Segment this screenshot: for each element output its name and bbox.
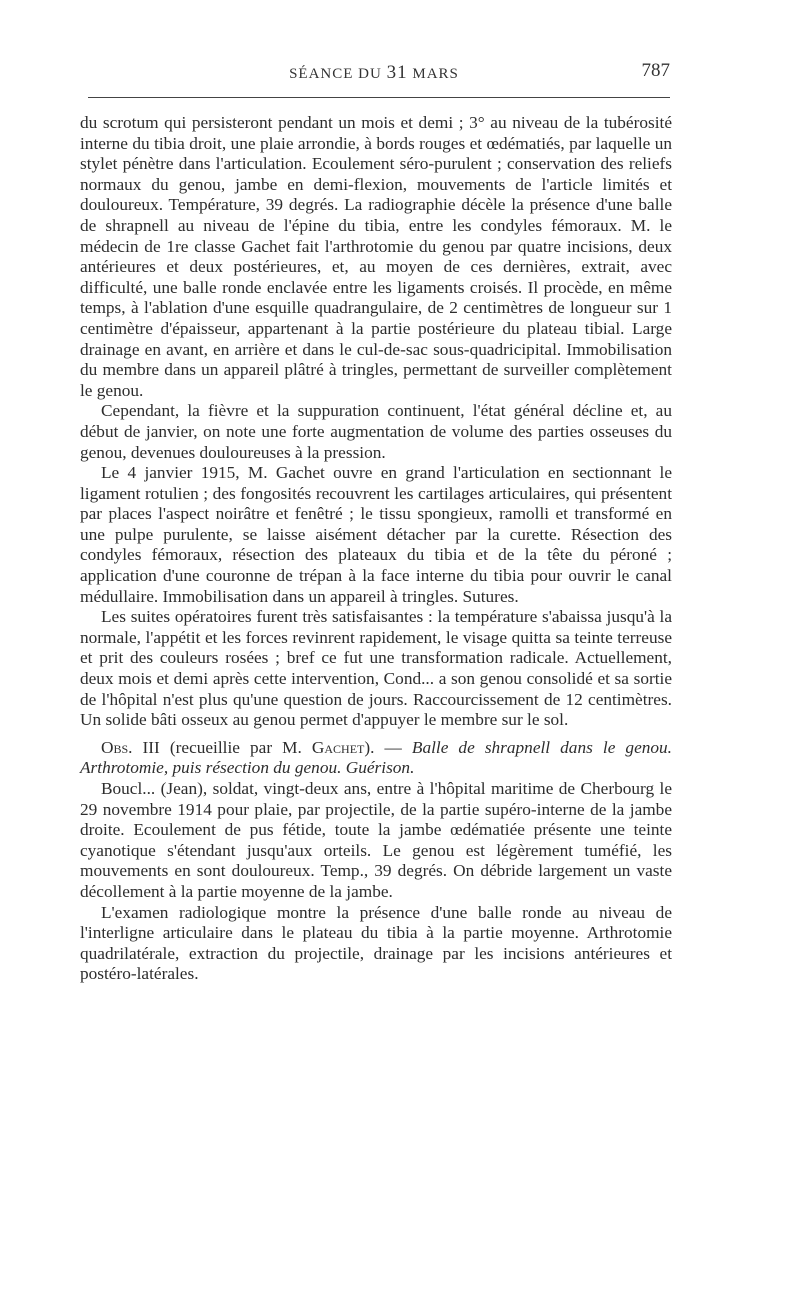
paragraph-radiology: L'examen radiologique montre la présence d'une balle ronde au niveau de l'interligne articulaire dans le plateau du tibia à la partie moyenne. Arthrotomie quadrilatérale, extraction du projectile, drainage par les incisions antérieures et postéro-latérales. bbox=[80, 902, 672, 984]
body-text bbox=[80, 113, 672, 985]
running-head bbox=[78, 58, 670, 88]
observation-author: Gachet bbox=[311, 737, 365, 757]
header-rule bbox=[88, 97, 670, 98]
page-number: 787 bbox=[641, 60, 670, 81]
observation-paren-open: (recueillie par M. bbox=[159, 737, 312, 757]
running-title-part1: SÉANCE DU bbox=[289, 66, 387, 82]
observation-heading bbox=[80, 738, 672, 779]
observation-label: Obs. III bbox=[101, 737, 160, 757]
paragraph-case-intro: Boucl... (Jean), soldat, vingt-deux ans, entre à l'hôpital maritime de Cherbourg le 29 novembre 1914 pour plaie, par projectile, de la partie supéro-interne de la jambe droite. Ecoulement de pus fétide, toute la jambe œdématiée présente une teinte cyanotique s'étendant jusqu'aux orteils. Le genou est légèrement tuméfié, les mouvements en sont douloureux. Temp., 39 degrés. On débride largement un vaste décollement à la partie moyenne de la jambe. bbox=[80, 779, 672, 901]
observation-title: Balle de shrapnell dans le genou. Arthrotomie, puis résection du genou. Guérison. bbox=[80, 737, 672, 778]
running-title-part2: MARS bbox=[407, 66, 459, 82]
running-title bbox=[78, 62, 670, 84]
paragraph-continued: du scrotum qui persisteront pendant un mois et demi ; 3° au niveau de la tubérosité interne du tibia droit, une plaie arrondie, à bords rouges et œdématiés, par laquelle un stylet pénètre dans l'articulation. Ecoulement séro-purulent ; conservation des reliefs normaux du genou, jambe en demi-flexion, mouvements de l'article limités et douloureux. Température, 39 degrés. La radiographie décèle la présence d'une balle de shrapnell au niveau de l'épine du tibia, entre les condyles fémoraux. M. le médecin de 1re classe Gachet fait l'arthrotomie du genou par quatre incisions, deux antérieures et deux postérieures, et, au moyen de ces dernières, extrait, avec difficulté, une balle ronde enclavée entre les ligaments croisés. Il procède, en même temps, à l'ablation d'une esquille quadrangulaire, de 2 centimètres de longueur sur 1 centimètre d'épaisseur, appartenant à la partie postérieure du plateau tibial. Large drainage en avant, en arrière et dans le cul-de-sac sous-quadricipital. Immobilisation du membre dans un appareil plâtré à tringles, permettant de surveiller complètement le genou. bbox=[80, 113, 672, 400]
paragraph-outcome: Les suites opératoires furent très satisfaisantes : la température s'abaissa jusqu'à la normale, l'appétit et les forces revinrent rapidement, le visage quitta sa teinte terreuse et prit des couleurs rosées ; bref ce fut une transformation radicale. Actuellement, deux mois et demi après cette intervention, Cond... a son genou consolidé et sa sortie de l'hôpital n'est plus qu'une question de jours. Raccourcissement de 12 centimètres. Un solide bâti osseux au genou permet d'appuyer le membre sur le sol. bbox=[80, 607, 672, 730]
paragraph-fever: Cependant, la fièvre et la suppuration continuent, l'état général décline et, au début de janvier, on note une forte augmentation de volume des parties osseuses du genou, devenues douloureuses à la pression. bbox=[80, 401, 672, 462]
running-title-number: 31 bbox=[386, 62, 408, 83]
paragraph-resection: Le 4 janvier 1915, M. Gachet ouvre en grand l'articulation en sectionnant le ligament rotulien ; des fongosités recouvrent les cartilages articulaires, qui présentent par places l'aspect noirâtre et fenêtré ; le tissu spongieux, ramolli et transformé en une pulpe purulente, se laisse aisément détacher par la curette. Résection des condyles fémoraux, résection des plateaux du tibia et de la tête du péroné ; application d'une couronne de trépan à la face interne du tibia pour ouvrir le canal médullaire. Immobilisation dans un appareil à tringles. Sutures. bbox=[80, 463, 672, 606]
observation-paren-close: ). — bbox=[364, 737, 412, 757]
